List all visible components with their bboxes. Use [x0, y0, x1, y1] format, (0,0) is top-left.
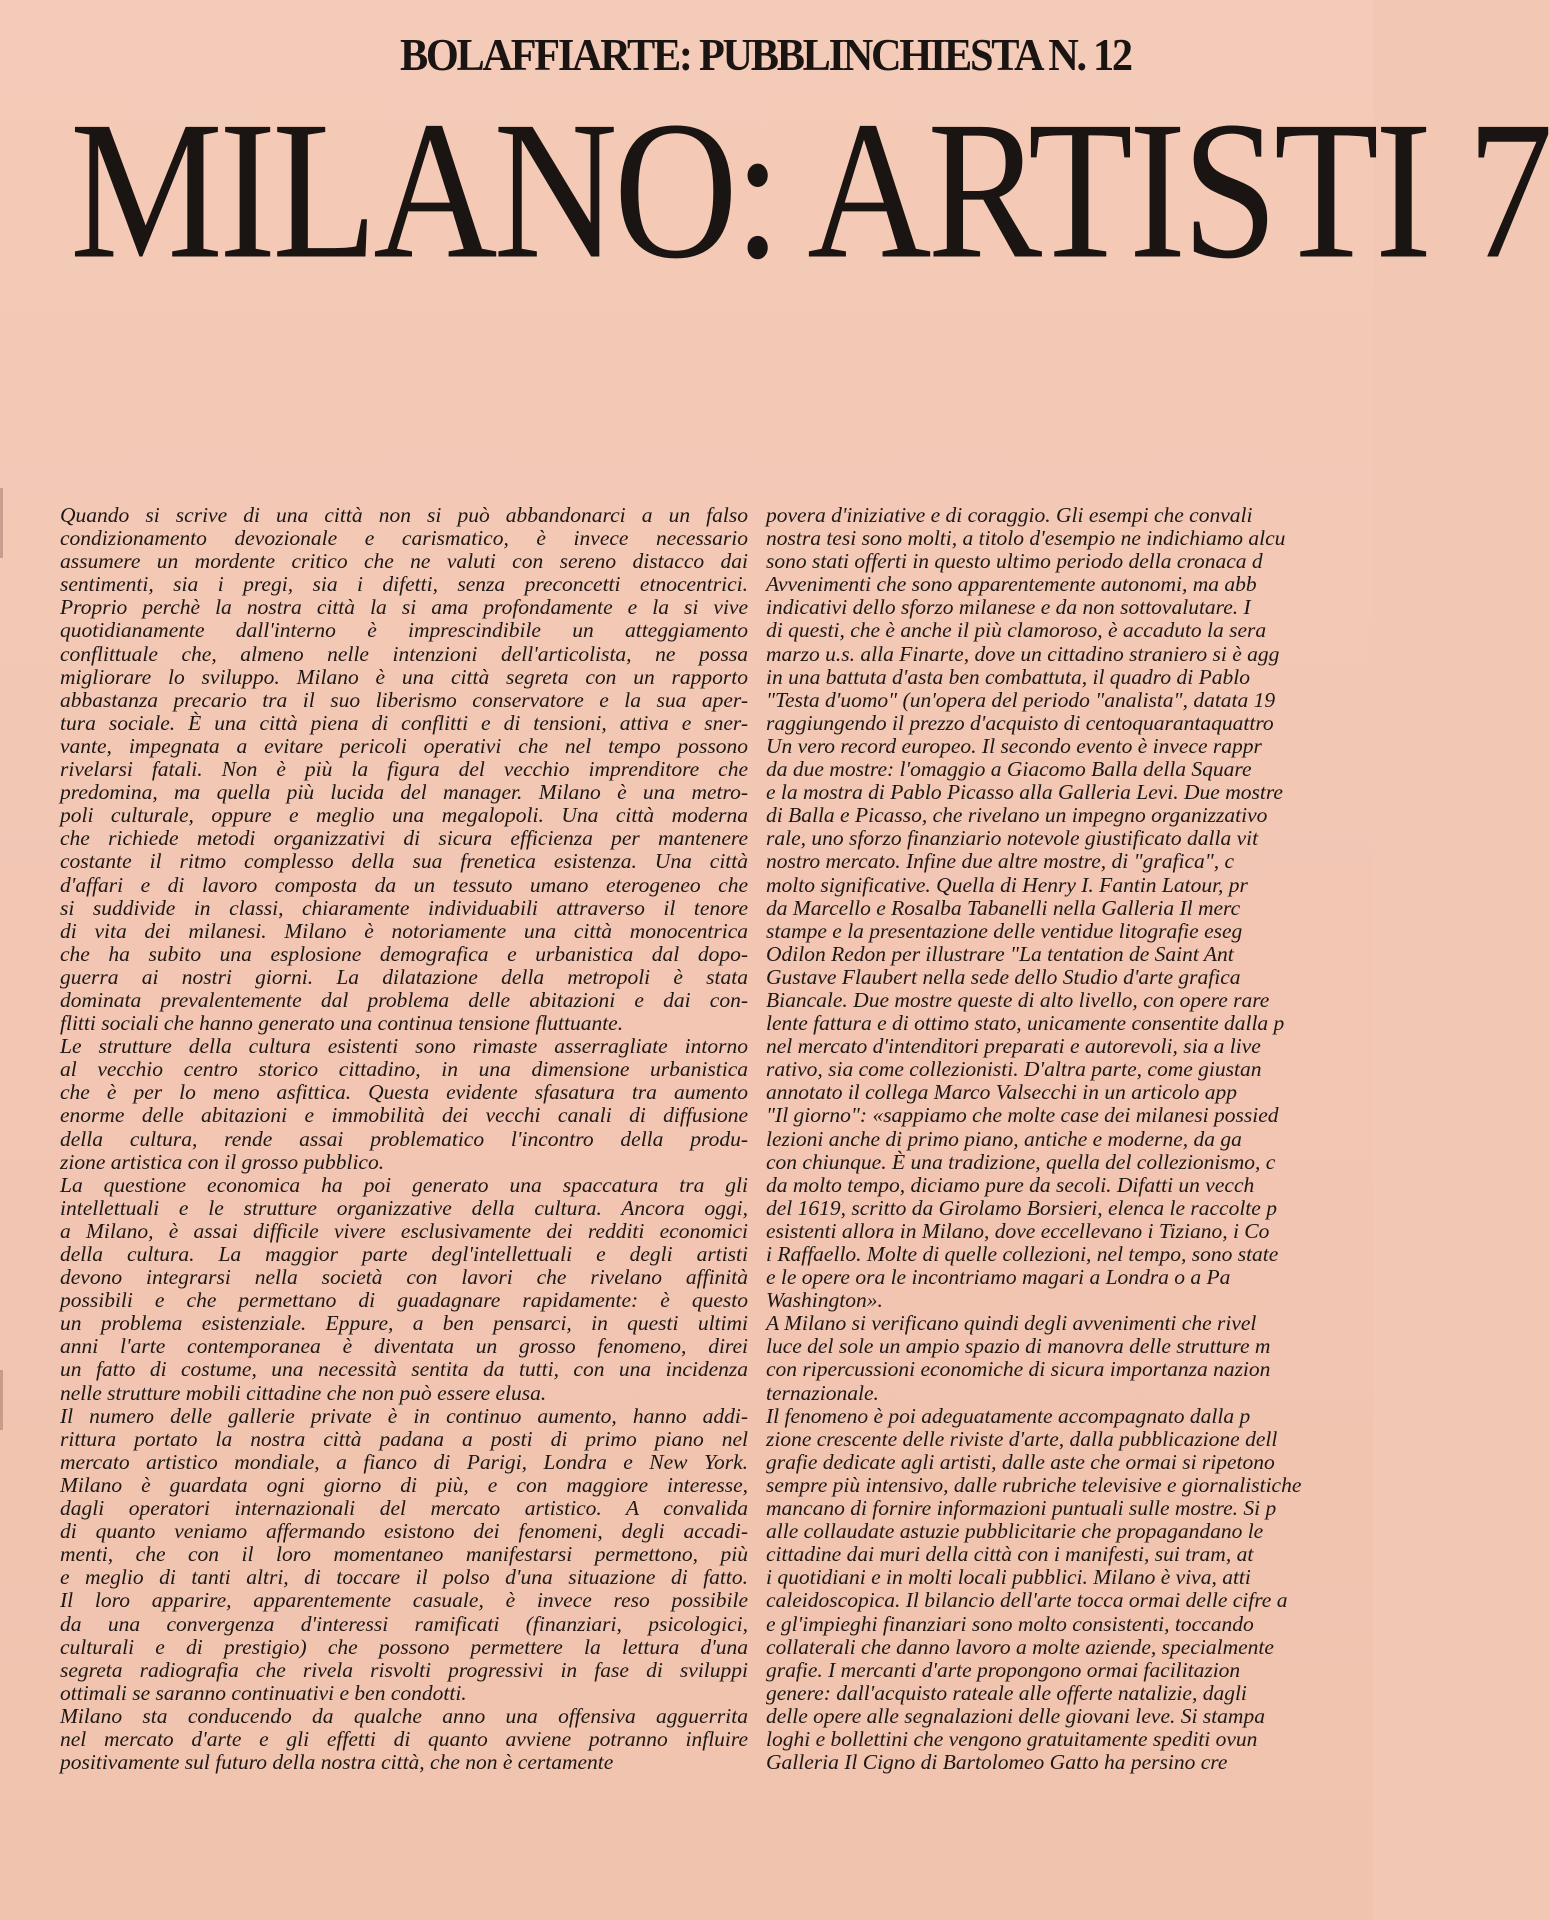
text-line: i Raffaello. Molte di quelle collezioni, nel tempo, sono state — [766, 1242, 1279, 1266]
text-line: sentimenti, sia i pregi, sia i difetti, senza preconcetti etnocentrici. — [60, 572, 748, 597]
article-headline: MILANO: ARTISTI 7 — [70, 81, 1549, 301]
text-line: da una convergenza d'interessi ramificati (finanziari, psicologici, — [60, 1611, 748, 1636]
text-line: collaterali che danno lavoro a molte aziende, specialmente — [766, 1634, 1274, 1659]
text-line: Quando si scrive di una città non si può abbandonarci a un falso — [60, 503, 748, 527]
text-line: assumere un mordente critico che ne valuti con sereno distacco dai — [60, 549, 748, 574]
text-line: anni l'arte contemporanea è diventata un grosso fenomeno, direi — [60, 1334, 748, 1359]
text-line: sempre più intensivo, dalle rubriche televisive e giornalistiche — [766, 1472, 1302, 1497]
text-line: nel mercato d'arte e gli effetti di quanto avviene potranno influire — [60, 1726, 748, 1751]
text-line: Milano è guardata ogni giorno di più, e con maggiore interesse, — [60, 1472, 748, 1497]
text-line: culturali e di prestigio) che possono permettere la lettura d'una — [60, 1634, 748, 1659]
text-line: tura sociale. È una città piena di conflitti e di tensioni, attiva e sner- — [60, 710, 748, 735]
text-line: e la mostra di Pablo Picasso alla Galleria Levi. Due mostre — [766, 780, 1283, 805]
text-line: Galleria Il Cigno di Bartolomeo Gatto ha persino cre — [766, 1750, 1228, 1775]
text-line: grafie dedicate agli artisti, dalle aste che ormai si ripetono — [766, 1449, 1275, 1474]
text-line: segreta radiografia che rivela risvolti progressivi in fase di sviluppi — [60, 1657, 748, 1682]
text-line: dominata prevalentemente dal problema delle abitazioni e dai con- — [60, 987, 748, 1012]
text-line: Il fenomeno è poi adeguatamente accompagnato dalla p — [766, 1403, 1251, 1428]
text-line: del 1619, scritto da Girolamo Borsieri, elenca le raccolte p — [766, 1195, 1277, 1220]
text-line: devono integrarsi nella società con lavori che rivelano affinità — [60, 1265, 748, 1290]
text-line: lente fattura e di ottimo stato, unicamente consentite dalla p — [766, 1011, 1285, 1036]
text-line: "Testa d'uomo" (un'opera del periodo "analista", datata 19 — [766, 687, 1276, 712]
scan-edge-mark — [0, 488, 3, 558]
text-line: a Milano, è assai difficile vivere esclusivamente dei redditi economici — [60, 1218, 748, 1243]
text-line: che ha subito una esplosione demografica e urbanistica dal dopo- — [60, 941, 748, 966]
text-line: intellettuali e le strutture organizzative della cultura. Ancora oggi, — [60, 1195, 748, 1220]
text-line: esistenti allora in Milano, dove eccellevano i Tiziano, i Co — [766, 1218, 1270, 1243]
text-line: zione crescente delle riviste d'arte, dalla pubblicazione dell — [766, 1426, 1278, 1451]
text-line: rale, uno sforzo finanziario notevole giustificato dalla vit — [766, 826, 1259, 851]
text-line: marzo u.s. alla Finarte, dove un cittadino straniero si è agg — [766, 641, 1280, 666]
text-line: molto significative. Quella di Henry I. Fantin Latour, pr — [766, 872, 1248, 897]
text-line: guerra ai nostri giorni. La dilatazione della metropoli è stata — [60, 964, 748, 989]
text-line: luce del sole un ampio spazio di manovra delle strutture m — [766, 1334, 1271, 1359]
text-line: enorme delle abitazioni e immobilità dei vecchi canali di diffusione — [60, 1103, 748, 1128]
text-line: un problema esistenziale. Eppure, a ben pensarci, in questi ultimi — [60, 1311, 748, 1336]
text-line: menti, che con il loro momentaneo manifestarsi permettono, più — [60, 1542, 748, 1567]
text-line: in una battuta d'asta ben combattuta, il quadro di Pablo — [766, 664, 1250, 689]
text-line: Biancale. Due mostre queste di alto livello, con opere rare — [766, 987, 1270, 1012]
text-line: che richiede metodi organizzativi di sicura efficienza per mantenere — [60, 826, 748, 851]
text-line: indicativi dello sforzo milanese e da non sottovalutare. I — [766, 595, 1251, 620]
text-line: "Il giorno": «sappiamo che molte case dei milanesi possied — [766, 1103, 1279, 1128]
text-line: rittura portato la nostra città padana a posti di primo piano nel — [60, 1426, 748, 1451]
text-line: delle opere alle segnalazioni delle giovani leve. Si stampa — [766, 1703, 1265, 1728]
text-line: di vita dei milanesi. Milano è notoriamente una città monocentrica — [60, 918, 748, 943]
series-kicker: BOLAFFIARTE: PUBBLINCHIESTA N. 12 — [400, 29, 1131, 80]
text-line: che è per lo meno asfittica. Questa evidente sfasatura tra aumento — [60, 1080, 748, 1105]
text-line: Il loro apparire, apparentemente casuale, è invece reso possibile — [60, 1588, 748, 1613]
text-line: d'affari e di lavoro composta da un tessuto umano eterogeneo che — [60, 872, 748, 897]
text-line: sono stati offerti in questo ultimo periodo della cronaca d — [766, 549, 1263, 574]
text-line: si suddivide in classi, chiaramente individuabili attraverso il tenore — [60, 895, 748, 920]
text-line: nostro mercato. Infine due altre mostre, di "grafica", c — [766, 849, 1235, 874]
text-line: Avvenimenti che sono apparentemente autonomi, ma abb — [766, 572, 1257, 597]
text-line: da due mostre: l'omaggio a Giacomo Balla della Square — [766, 757, 1252, 782]
text-line: lezioni anche di primo piano, antiche e moderne, da ga — [766, 1126, 1242, 1151]
text-line: della cultura, rende assai problematico l'incontro della produ- — [60, 1126, 748, 1151]
text-line: possibili e che permettano di guadagnare rapidamente: è questo — [60, 1288, 748, 1313]
text-line: rivelarsi fatali. Non è più la figura del vecchio imprenditore che — [60, 757, 748, 782]
text-line: i quotidiani e in molti locali pubblici. Milano è viva, atti — [766, 1565, 1251, 1590]
text-line: vante, impegnata a evitare pericoli operativi che nel tempo possono — [60, 733, 748, 758]
left-text-column — [60, 504, 748, 1774]
text-line: nostra tesi sono molti, a titolo d'esempio ne indichiamo alcu — [766, 526, 1286, 551]
text-line: da Marcello e Rosalba Tabanelli nella Galleria Il merc — [766, 895, 1241, 920]
text-line: Washington». — [766, 1288, 883, 1313]
text-line: dagli operatori internazionali del mercato artistico. A convalida — [60, 1496, 748, 1521]
text-line: al vecchio centro storico cittadino, in una dimensione urbanistica — [60, 1057, 748, 1082]
text-line: grafie. I mercanti d'arte propongono ormai facilitazion — [766, 1657, 1241, 1682]
text-line: Odilon Redon per illustrare "La tentation de Saint Ant — [766, 941, 1234, 966]
text-line: e meglio di tanti altri, di toccare il polso d'una situazione di fatto. — [60, 1565, 748, 1590]
text-line: flitti sociali che hanno generato una continua tensione fluttuante. — [60, 1011, 624, 1036]
text-line: migliorare lo sviluppo. Milano è una città segreta con un rapporto — [60, 664, 748, 689]
text-line: zione artistica con il grosso pubblico. — [60, 1149, 385, 1174]
text-line: caleidoscopica. Il bilancio dell'arte tocca ormai delle cifre a — [766, 1588, 1288, 1613]
text-line: genere: dall'acquisto rateale alle offerte natalizie, dagli — [766, 1680, 1247, 1705]
text-line: di questi, che è anche il più clamoroso, è accaduto la sera — [766, 618, 1267, 643]
text-line: di quanto veniamo affermando esistono dei fenomeni, degli accadi- — [60, 1519, 748, 1544]
text-line: rativo, sia come collezionisti. D'altra parte, come giustan — [766, 1057, 1262, 1082]
text-line: mancano di fornire informazioni puntuali sulle mostre. Si p — [766, 1496, 1277, 1521]
text-line: Le strutture della cultura esistenti sono rimaste asserragliate intorno — [60, 1034, 748, 1059]
text-line: di Balla e Picasso, che rivelano un impegno organizzativo — [766, 803, 1268, 828]
text-line: da molto tempo, diciamo pure da secoli. Difatti un vecch — [766, 1172, 1255, 1197]
text-line: della cultura. La maggior parte degl'intellettuali e degli artisti — [60, 1242, 748, 1266]
text-line: loghi e bollettini che vengono gratuitamente spediti ovun — [766, 1726, 1258, 1751]
text-line: Un vero record europeo. Il secondo evento è invece rappr — [766, 733, 1262, 758]
text-line: con ripercussioni economiche di sicura importanza nazion — [766, 1357, 1271, 1382]
text-line: poli culturale, oppure e meglio una megalopoli. Una città moderna — [60, 803, 748, 828]
text-line: nelle strutture mobili cittadine che non può essere elusa. — [60, 1380, 547, 1405]
text-line: cittadine dai muri della città con i manifesti, sui tram, at — [766, 1542, 1254, 1567]
right-text-column — [766, 504, 1486, 1774]
text-line: con chiunque. È una tradizione, quella del collezionismo, c — [766, 1149, 1276, 1174]
text-line: A Milano si verificano quindi degli avvenimenti che rivel — [766, 1311, 1257, 1336]
text-line: annotato il collega Marco Valsecchi in un articolo app — [766, 1080, 1237, 1105]
text-line: abbastanza precario tra il suo liberismo conservatore e la sua aper- — [60, 687, 748, 712]
text-line: condizionamento devozionale e carismatico, è invece necessario — [60, 526, 748, 551]
text-line: Proprio perchè la nostra città la si ama profondamente e la si vive — [60, 595, 748, 620]
text-line: povera d'iniziative e di coraggio. Gli esempi che convali — [766, 503, 1253, 527]
text-line: alle collaudate astuzie pubblicitarie che propagandano le — [766, 1519, 1264, 1544]
text-line: e le opere ora le incontriamo magari a Londra o a Pa — [766, 1265, 1231, 1290]
text-line: stampe e la presentazione delle ventidue litografie eseg — [766, 918, 1243, 943]
text-line: raggiungendo il prezzo d'acquisto di centoquarantaquattro — [766, 710, 1274, 735]
text-line: costante il ritmo complesso della sua frenetica esistenza. Una città — [60, 849, 748, 874]
text-line: quotidianamente dall'interno è imprescindibile un atteggiamento — [60, 618, 748, 643]
text-line: ottimali se saranno continuativi e ben condotti. — [60, 1680, 467, 1705]
text-line: positivamente sul futuro della nostra città, che non è certamente — [60, 1750, 614, 1775]
text-line: nel mercato d'intenditori preparati e autorevoli, sia a live — [766, 1034, 1261, 1059]
text-line: conflittuale che, almeno nelle intenzioni dell'articolista, ne possa — [60, 641, 748, 666]
text-line: Milano sta conducendo da qualche anno una offensiva agguerrita — [60, 1703, 748, 1728]
text-line: e gl'impieghi finanziari sono molto consistenti, toccando — [766, 1611, 1254, 1636]
text-line: ternazionale. — [766, 1380, 879, 1405]
text-line: predomina, ma quella più lucida del manager. Milano è una metro- — [60, 780, 748, 805]
text-line: Il numero delle gallerie private è in continuo aumento, hanno addi- — [60, 1403, 748, 1428]
text-line: mercato artistico mondiale, a fianco di Parigi, Londra e New York. — [60, 1449, 748, 1474]
scan-edge-mark — [0, 1370, 3, 1430]
text-line: un fatto di costume, una necessità sentita da tutti, con una incidenza — [60, 1357, 748, 1382]
text-line: Gustave Flaubert nella sede dello Studio d'arte grafica — [766, 964, 1241, 989]
text-line: La questione economica ha poi generato una spaccatura tra gli — [60, 1172, 748, 1197]
